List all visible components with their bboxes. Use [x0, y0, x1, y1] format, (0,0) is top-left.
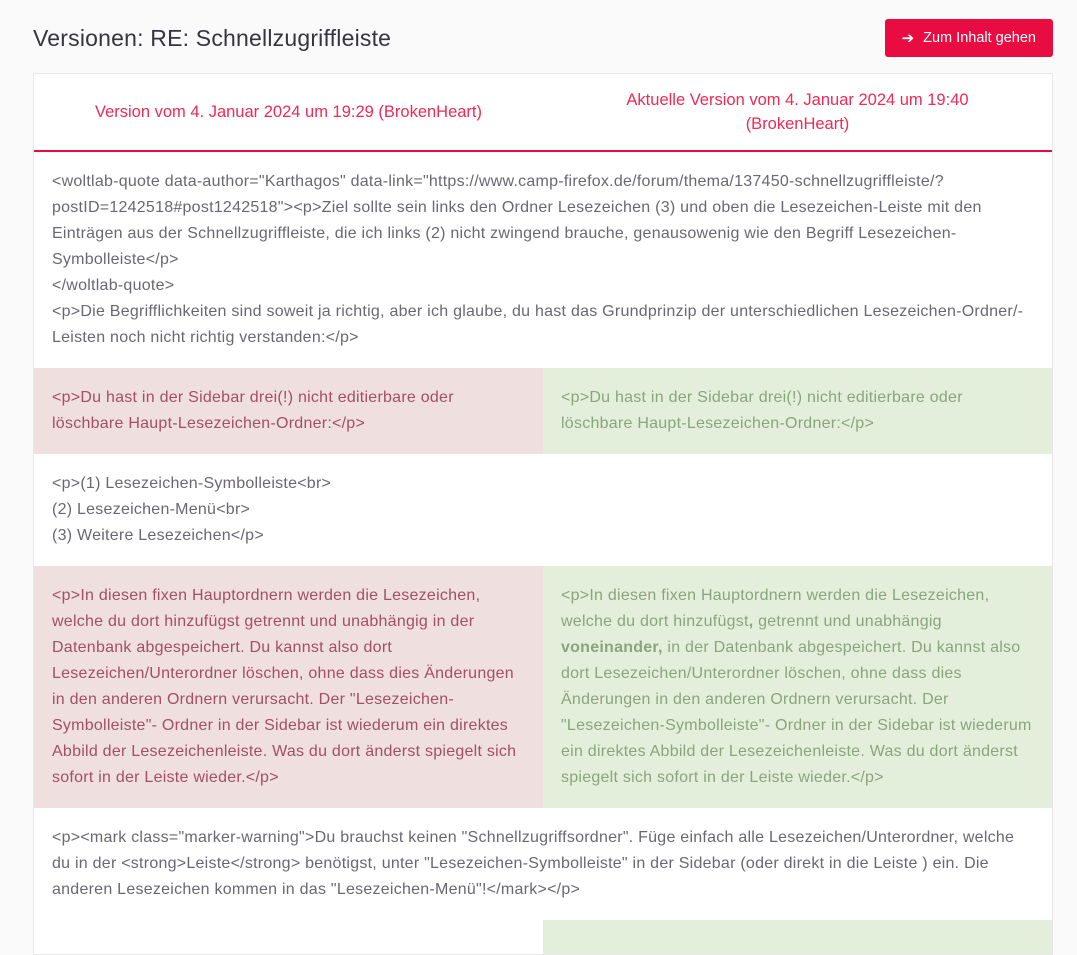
- diff-table: [34, 152, 1052, 954]
- go-to-content-button[interactable]: [885, 19, 1053, 57]
- unchanged-cell: [34, 808, 1052, 920]
- version-comparison-box: [33, 73, 1053, 955]
- go-to-content-label: Zum Inhalt gehen: [923, 30, 1036, 46]
- text-line: <p><mark class="marker-warning">Du brauchst keinen "Schnellzugriffsordner". Füge einfach alle Lesezeichen/Unterordner, welche du in der <strong>Leiste</strong> benötigst, unter "Lesezeichen-Symbolleiste" in der Sidebar (oder direkt in die Leiste ) ein. Die anderen Lesezeichen kommen in das "Lesezeichen-Menü"!</mark></p>: [52, 829, 1015, 898]
- old-version-header: Version vom 4. Januar 2024 um 19:29 (BrokenHeart): [94, 103, 483, 121]
- text-line: <p>Du hast in der Sidebar drei(!) nicht editierbare oder löschbare Haupt-Lesezeichen-Ordner:</p>: [52, 389, 454, 432]
- text-line: (3) Weitere Lesezeichen</p>: [52, 527, 264, 544]
- changed-row: [34, 566, 1052, 808]
- new-version-cell: [543, 920, 1052, 954]
- text-line: <p>Du hast in der Sidebar drei(!) nicht editierbare oder löschbare Haupt-Lesezeichen-Ordner:</p>: [561, 389, 963, 432]
- text-line: </woltlab-quote>: [52, 277, 175, 294]
- text-line: <p>Die Begrifflichkeiten sind soweit ja richtig, aber ich glaube, du hast das Grundprinzip der unterschiedlichen Lesezeichen-Ordner/-Leisten noch nicht richtig verstanden:</p>: [52, 303, 1024, 346]
- old-version-cell: [34, 368, 543, 454]
- text-line: (2) Lesezeichen-Menü<br>: [52, 501, 251, 518]
- unchanged-cell: [34, 152, 1052, 368]
- new-version-header: Aktuelle Version vom 4. Januar 2024 um 19:40 (BrokenHeart): [626, 91, 969, 133]
- old-version-cell: [34, 920, 543, 954]
- page-title: Versionen: RE: Schnellzugriffleiste: [33, 24, 392, 51]
- unchanged-row: [34, 454, 1052, 566]
- page-header: [0, 0, 1077, 73]
- unchanged-cell: [34, 454, 1052, 566]
- text-line: <p>(1) Lesezeichen-Symbolleiste<br>: [52, 475, 332, 492]
- text-line: <woltlab-quote data-author="Karthagos" data-link="https://www.camp-firefox.de/forum/thema/137450-schnellzugriffleiste/?postID=1242518#post1242518"><p>Ziel sollte sein links den Ordner Lesezeichen (3) und oben die Lesezeichen-Leiste mit den Einträgen aus der Schnellzugriffleiste, die ich links (2) nicht zwingend brauche, genausowenig wie den Begriff Lesezeichen-Symbolleiste</p>: [52, 173, 982, 268]
- arrow-right-icon: ➔: [901, 29, 915, 47]
- version-headers-row: [34, 74, 1052, 152]
- new-version-cell: [543, 566, 1052, 808]
- unchanged-row: [34, 808, 1052, 920]
- text-line: <p>In diesen fixen Hauptordnern werden die Lesezeichen, welche du dort hinzufügst, getrennt und unabhängig voneinander, in der Datenbank abgespeichert. Du kannst also dort Lesezeichen/Unterordner löschen, ohne dass dies Änderungen in den anderen Ordnern verursacht. Der "Lesezeichen-Symbolleiste"- Ordner in der Sidebar ist wiederum ein direktes Abbild der Lesezeichenleiste. Was du dort änderst spiegelt sich sofort in der Leiste wieder.</p>: [561, 587, 1032, 786]
- changed-row: [34, 368, 1052, 454]
- unchanged-row: [34, 152, 1052, 368]
- old-version-cell: [34, 566, 543, 808]
- new-version-cell: [543, 368, 1052, 454]
- text-line: <p>In diesen fixen Hauptordnern werden die Lesezeichen, welche du dort hinzufügst getrennt und unabhängig in der Datenbank abgespeichert. Du kannst also dort Lesezeichen/Unterordner löschen, ohne dass dies Änderungen in den anderen Ordnern verursacht. Der "Lesezeichen-Symbolleiste"- Ordner in der Sidebar ist wiederum ein direktes Abbild der Lesezeichenleiste. Was du dort änderst spiegelt sich sofort in der Leiste wieder.</p>: [52, 587, 517, 786]
- changed-row: [34, 920, 1052, 954]
